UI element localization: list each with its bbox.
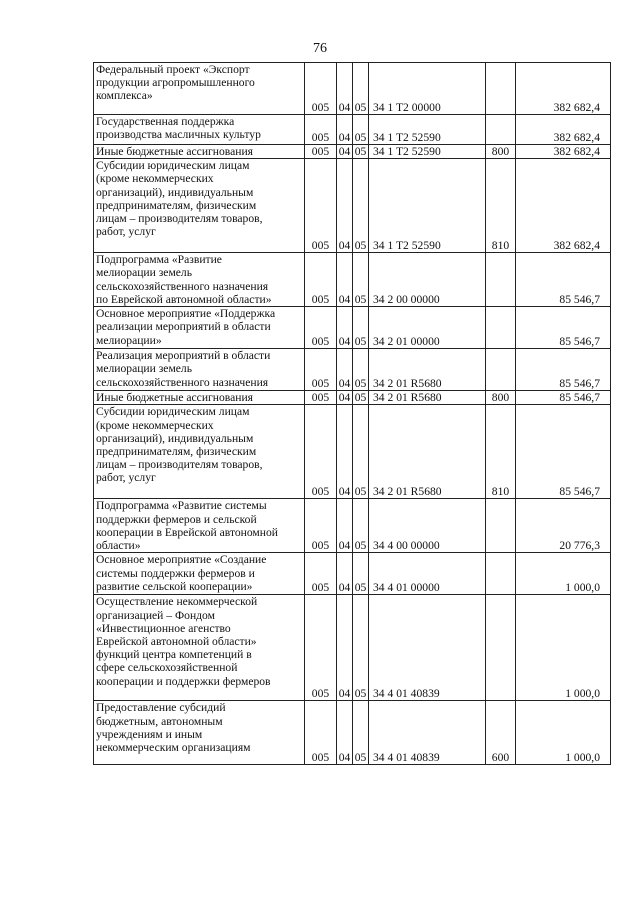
cell-rz: 04 (337, 595, 353, 701)
cell-vr (486, 63, 516, 115)
cell-vr (486, 307, 516, 349)
row-name-line: Государственная поддержка (96, 115, 235, 128)
cell-rz: 04 (337, 63, 353, 115)
cell-sum: 1 000,0 (516, 553, 611, 595)
cell-pr: 05 (353, 145, 369, 159)
row-name-line: комплекса» (96, 89, 153, 103)
row-name-line: (кроме некоммерческих (96, 172, 214, 186)
row-name (94, 499, 305, 553)
table-row (94, 405, 611, 499)
cell-vr: 810 (486, 159, 516, 253)
cell-sum: 85 546,7 (516, 349, 611, 391)
budget-table-body (94, 63, 611, 765)
row-name (94, 553, 305, 595)
cell-vr (486, 499, 516, 553)
cell-pr: 05 (353, 253, 369, 307)
cell-csr: 34 2 01 R5680 (369, 391, 486, 405)
cell-sum: 85 546,7 (516, 391, 611, 405)
row-name-line: функций центра компетенций в (96, 648, 252, 662)
cell-sum: 382 682,4 (516, 145, 611, 159)
row-name-line: мелиорации земель (96, 362, 193, 376)
cell-csr: 34 4 00 00000 (369, 499, 486, 553)
row-name-line: Основное мероприятие «Создание (96, 553, 267, 567)
row-name-line: Еврейской автономной области» (96, 635, 257, 649)
row-name-line: кооперации и поддержки фермеров (96, 674, 271, 688)
row-name-line: предпринимателям, физическим (96, 445, 257, 459)
row-name-line: Предоставление субсидий (96, 701, 226, 715)
cell-csr: 34 4 01 40839 (369, 701, 486, 765)
cell-rz: 04 (337, 553, 353, 595)
cell-pr: 05 (353, 701, 369, 765)
row-name-line: лицам – производителям товаров, (96, 458, 263, 472)
row-name-line: организаций), индивидуальным (96, 431, 254, 445)
row-name-line: работ, услуг (96, 471, 156, 485)
cell-csr: 34 4 01 00000 (369, 553, 486, 595)
row-name-line: Подпрограмма «Развитие (96, 253, 222, 267)
row-name-line: Реализация мероприятий в области (96, 349, 271, 363)
row-name-line: мелиорации земель (96, 266, 193, 280)
cell-sum: 85 546,7 (516, 405, 611, 499)
table-row (94, 595, 611, 701)
cell-pr: 05 (353, 63, 369, 115)
row-name-line: Федеральный проект «Экспорт (96, 63, 250, 76)
cell-rz: 04 (337, 701, 353, 765)
row-name-line: поддержки фермеров и сельской (96, 512, 257, 526)
cell-grbs: 005 (305, 391, 337, 405)
cell-grbs: 005 (305, 701, 337, 765)
page-number: 76 (313, 41, 327, 56)
cell-grbs: 005 (305, 145, 337, 159)
cell-grbs: 005 (305, 405, 337, 499)
table-row (94, 63, 611, 115)
cell-vr (486, 115, 516, 145)
row-name-line: Осуществление некоммерческой (96, 595, 258, 609)
row-name (94, 115, 305, 145)
cell-csr: 34 1 T2 52590 (369, 145, 486, 159)
cell-pr: 05 (353, 159, 369, 253)
cell-grbs: 005 (305, 349, 337, 391)
row-name-line: сельскохозяйственного назначения (96, 375, 269, 389)
row-name-line: бюджетным, автономным (96, 714, 223, 728)
cell-grbs: 005 (305, 159, 337, 253)
row-name-line: системы поддержки фермеров и (96, 566, 255, 580)
row-name-line: развитие сельской кооперации» (96, 579, 253, 593)
cell-grbs: 005 (305, 499, 337, 553)
cell-pr: 05 (353, 391, 369, 405)
cell-csr: 34 2 01 00000 (369, 307, 486, 349)
row-name (94, 349, 305, 391)
row-name-line: по Еврейской автономной области» (96, 292, 272, 306)
cell-sum: 20 776,3 (516, 499, 611, 553)
cell-pr: 05 (353, 499, 369, 553)
cell-vr: 800 (486, 391, 516, 405)
cell-vr (486, 349, 516, 391)
cell-pr: 05 (353, 349, 369, 391)
row-name-line: кооперации в Еврейской автономной (96, 525, 278, 539)
cell-pr: 05 (353, 307, 369, 349)
cell-rz: 04 (337, 405, 353, 499)
row-name (94, 307, 305, 349)
row-name (94, 253, 305, 307)
cell-csr: 34 2 01 R5680 (369, 405, 486, 499)
row-name (94, 145, 305, 159)
table-row (94, 391, 611, 405)
row-name-line: Субсидии юридическим лицам (96, 159, 250, 173)
cell-sum: 85 546,7 (516, 253, 611, 307)
row-name-line: области» (96, 539, 141, 553)
row-name-line: Подпрограмма «Развитие системы (96, 499, 267, 513)
cell-vr (486, 553, 516, 595)
cell-csr: 34 1 T2 52590 (369, 159, 486, 253)
cell-rz: 04 (337, 499, 353, 553)
row-name (94, 159, 305, 253)
cell-vr (486, 253, 516, 307)
row-name-line: работ, услуг (96, 225, 156, 239)
cell-sum: 382 682,4 (516, 115, 611, 145)
cell-rz: 04 (337, 145, 353, 159)
row-name (94, 701, 305, 765)
cell-pr: 05 (353, 115, 369, 145)
cell-rz: 04 (337, 159, 353, 253)
cell-rz: 04 (337, 307, 353, 349)
cell-vr: 800 (486, 145, 516, 159)
table-row (94, 115, 611, 145)
row-name-line: предпринимателям, физическим (96, 198, 257, 212)
row-name-line: учреждениям и иным (96, 727, 203, 741)
row-name-line: Основное мероприятие «Поддержка (96, 307, 276, 321)
table-row (94, 253, 611, 307)
row-name (94, 63, 305, 115)
cell-csr: 34 1 T2 52590 (369, 115, 486, 145)
row-name-line: «Инвестиционное агенство (96, 621, 231, 635)
cell-sum: 382 682,4 (516, 159, 611, 253)
cell-sum: 85 546,7 (516, 307, 611, 349)
row-name-line: продукции агропромышленного (96, 76, 255, 90)
row-name-line: организаций), индивидуальным (96, 185, 254, 199)
cell-vr: 600 (486, 701, 516, 765)
row-name-line: лицам – производителям товаров, (96, 212, 263, 226)
cell-rz: 04 (337, 253, 353, 307)
table-row (94, 499, 611, 553)
table-row (94, 553, 611, 595)
cell-grbs: 005 (305, 595, 337, 701)
row-name (94, 405, 305, 499)
row-name-line: производства масличных культур (96, 128, 261, 142)
row-name (94, 595, 305, 701)
cell-grbs: 005 (305, 553, 337, 595)
cell-vr: 810 (486, 405, 516, 499)
cell-csr: 34 2 01 R5680 (369, 349, 486, 391)
budget-table (93, 62, 611, 765)
cell-sum: 382 682,4 (516, 63, 611, 115)
cell-grbs: 005 (305, 253, 337, 307)
cell-grbs: 005 (305, 307, 337, 349)
row-name-line: Субсидии юридическим лицам (96, 405, 250, 419)
row-name-line: Иные бюджетные ассигнования (96, 391, 253, 405)
cell-csr: 34 4 01 40839 (369, 595, 486, 701)
cell-rz: 04 (337, 349, 353, 391)
cell-csr: 34 2 00 00000 (369, 253, 486, 307)
table-row (94, 159, 611, 253)
cell-rz: 04 (337, 391, 353, 405)
cell-sum: 1 000,0 (516, 701, 611, 765)
cell-csr: 34 1 T2 00000 (369, 63, 486, 115)
cell-sum: 1 000,0 (516, 595, 611, 701)
row-name-line: сельскохозяйственного назначения (96, 279, 269, 293)
row-name-line: сфере сельскохозяйственной (96, 661, 238, 675)
row-name-line: реализации мероприятий в области (96, 320, 271, 334)
table-row (94, 307, 611, 349)
cell-pr: 05 (353, 595, 369, 701)
cell-pr: 05 (353, 553, 369, 595)
cell-rz: 04 (337, 115, 353, 145)
row-name-line: некоммерческим организациям (96, 741, 251, 755)
row-name-line: (кроме некоммерческих (96, 418, 214, 432)
cell-grbs: 005 (305, 63, 337, 115)
table-row (94, 701, 611, 765)
row-name-line: организацией – Фондом (96, 608, 215, 622)
table-row (94, 145, 611, 159)
cell-pr: 05 (353, 405, 369, 499)
cell-vr (486, 595, 516, 701)
row-name-line: Иные бюджетные ассигнования (96, 145, 253, 158)
cell-grbs: 005 (305, 115, 337, 145)
row-name-line: мелиорации» (96, 333, 162, 347)
row-name (94, 391, 305, 405)
table-row (94, 349, 611, 391)
